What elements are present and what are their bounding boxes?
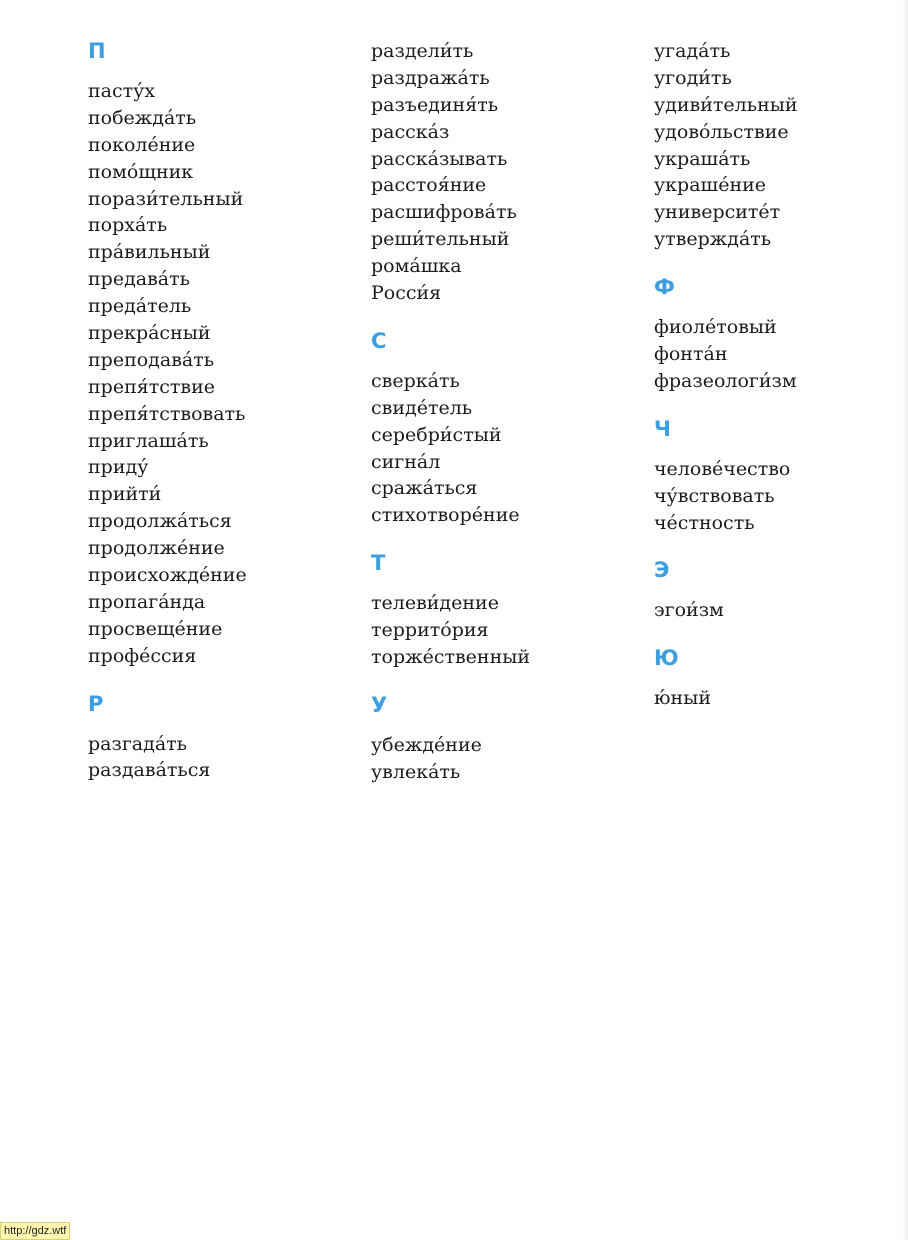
dictionary-word: чу́вствовать [654,484,775,507]
letter-section [371,692,641,786]
dictionary-word: угоди́ть [654,66,732,89]
dictionary-word: стихотворе́ние [371,504,520,527]
word-list [371,732,641,786]
column-1 [88,38,358,784]
section-letter-heading: У [371,692,388,717]
dictionary-word: убежде́ние [371,733,482,756]
section-letter-heading: Ф [654,275,675,300]
dictionary-word: помо́щник [88,160,194,183]
dictionary-word: сража́ться [371,477,478,500]
dictionary-word: фразеологи́зм [654,369,797,392]
dictionary-word: телеви́дение [371,592,499,615]
word-list [371,590,641,671]
section-letter-heading: П [88,39,106,63]
dictionary-word: продолжа́ться [88,510,232,533]
letter-section [371,328,641,529]
dictionary-word: приду́ [88,456,149,479]
letter-section [654,416,904,537]
dictionary-word: прекра́сный [88,322,211,345]
letter-section [654,645,904,712]
dictionary-word: разгада́ть [88,732,188,755]
word-list [654,685,904,712]
section-letter-heading: С [371,328,387,353]
dictionary-word: расска́з [371,120,450,143]
section-spacer [654,395,904,416]
section-spacer [88,670,358,691]
dictionary-word: удиви́тельный [654,93,798,116]
column-3 [654,38,904,712]
dictionary-word: увлека́ть [371,760,461,783]
dictionary-word: поколе́ние [88,133,196,156]
dictionary-word: продолже́ние [88,537,225,560]
dictionary-word: серебри́стый [371,423,502,446]
dictionary-word: разъединя́ть [371,93,499,116]
dictionary-word: порази́тельный [88,187,244,210]
dictionary-word: раздража́ть [371,66,490,89]
dictionary-word: преподава́ть [88,348,215,371]
section-letter-heading: Р [88,691,104,716]
word-list [371,38,641,307]
footer-source-link[interactable]: http://gdz.wtf [0,1222,70,1240]
dictionary-word: челове́чество [654,457,791,480]
dictionary-word: ю́ный [654,687,711,710]
dictionary-word: препя́тствие [88,375,215,398]
dictionary-word: торже́ственный [371,646,531,669]
dictionary-word: рома́шка [371,255,462,278]
word-list [371,368,641,529]
dictionary-word: Росси́я [371,282,442,305]
column-2 [371,38,641,786]
dictionary-word: свиде́тель [371,396,473,419]
dictionary-word: предава́ть [88,268,190,291]
letter-section [654,274,904,395]
letter-section [654,38,904,253]
letter-section [654,557,904,624]
section-letter-heading: Т [371,551,386,576]
dictionary-word: эгои́зм [654,599,724,622]
letter-section [371,38,641,307]
dictionary-word: просвеще́ние [88,617,223,640]
dictionary-word: украше́ние [654,174,767,197]
dictionary-word: преда́тель [88,295,192,318]
dictionary-word: фонта́н [654,343,728,366]
dictionary-word: расшифрова́ть [371,201,517,224]
section-spacer [371,307,641,328]
dictionary-word: пропага́нда [88,590,206,613]
dictionary-word: фиоле́товый [654,316,777,339]
dictionary-word: препя́тствовать [88,402,246,425]
dictionary-word: университе́т [654,201,781,224]
section-letter-heading: Ч [654,416,671,441]
dictionary-word: удово́льствие [654,120,789,143]
dictionary-word: профе́ссия [88,644,197,667]
letter-section [88,691,358,785]
dictionary-word: сигна́л [371,450,441,473]
dictionary-word: приглаша́ть [88,429,209,452]
word-list [654,38,904,253]
section-spacer [371,529,641,550]
dictionary-word: прийти́ [88,483,162,506]
word-list [654,597,904,624]
dictionary-word: сверка́ть [371,369,460,392]
section-spacer [654,536,904,557]
dictionary-word: реши́тельный [371,228,510,251]
word-list [654,456,904,537]
letter-section [88,38,358,670]
dictionary-word: порха́ть [88,214,168,237]
dictionary-word: угада́ть [654,40,731,62]
dictionary-word: раздели́ть [371,40,474,62]
letter-section [371,550,641,671]
dictionary-word: пра́вильный [88,241,211,264]
dictionary-word: расска́зывать [371,147,508,170]
word-list [654,314,904,395]
page-edge-shadow [902,0,908,1240]
dictionary-word: утвержда́ть [654,228,772,251]
dictionary-word: расстоя́ние [371,174,487,197]
word-list [88,731,358,785]
dictionary-word: раздава́ться [88,759,211,782]
dictionary-word: пасту́х [88,80,156,102]
dictionary-word: побежда́ть [88,106,197,129]
section-spacer [654,253,904,274]
dictionary-word: происхожде́ние [88,564,247,587]
dictionary-word: террито́рия [371,619,489,642]
section-letter-heading: Э [654,558,670,583]
dictionary-word: украша́ть [654,147,751,170]
section-letter-heading: Ю [654,646,679,671]
section-spacer [654,624,904,645]
section-spacer [371,671,641,692]
dictionary-word: че́стность [654,511,755,534]
word-list [88,78,358,670]
